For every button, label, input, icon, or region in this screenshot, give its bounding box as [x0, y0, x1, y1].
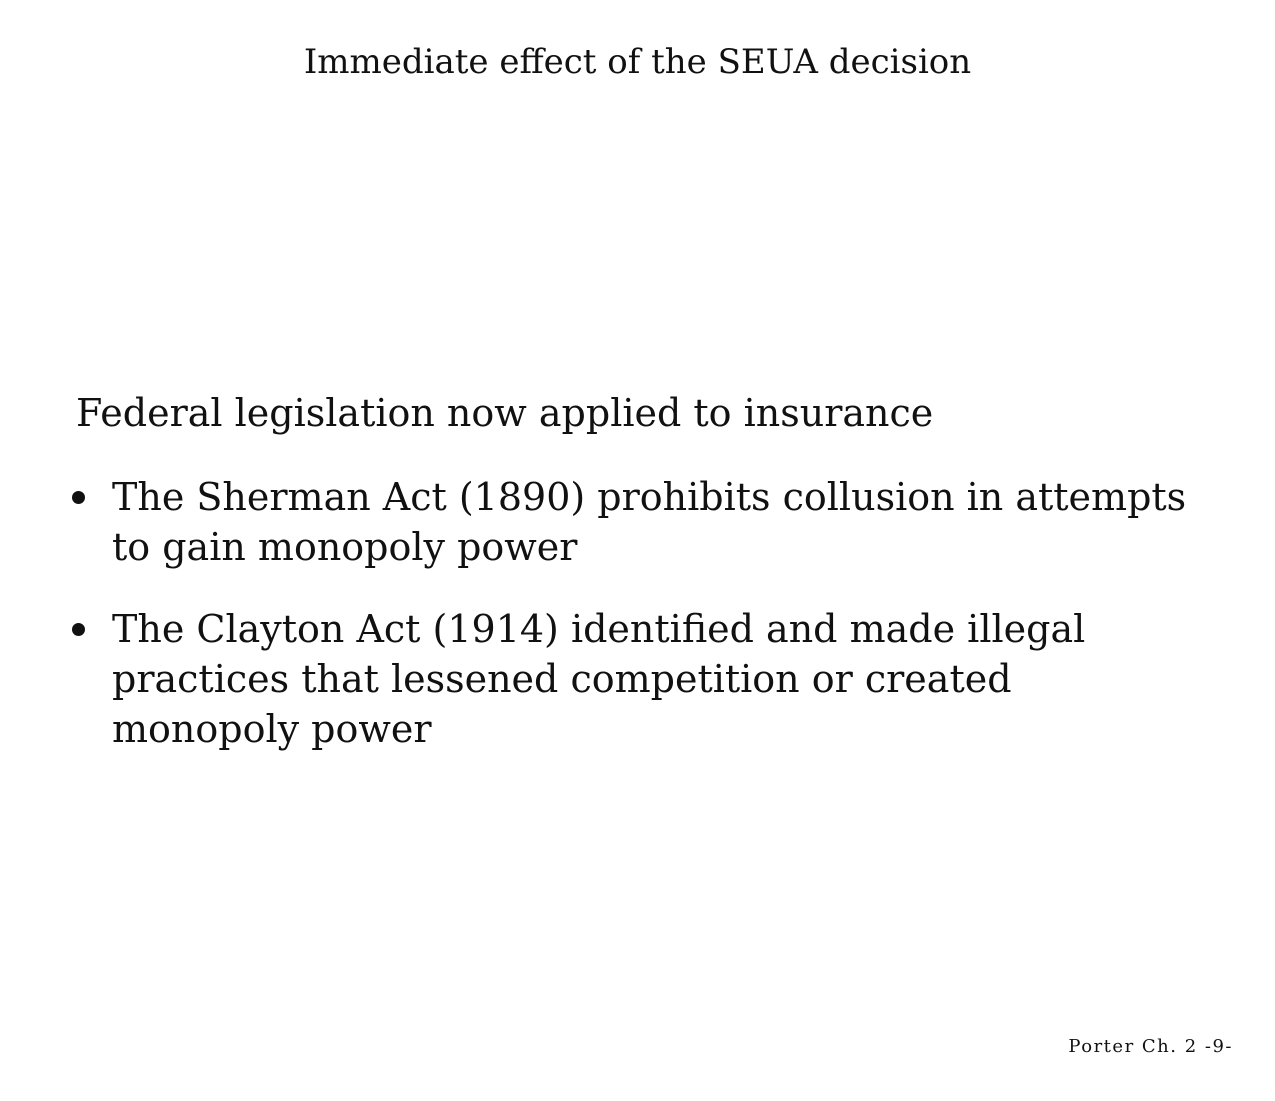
slide-title: Immediate effect of the SEUA decision — [303, 42, 972, 82]
bullet-icon — [72, 491, 85, 504]
page-footer: Porter Ch. 2 -9- — [1068, 1036, 1233, 1057]
bullet-list — [68, 472, 1208, 786]
intro-text: Federal legislation now applied to insurance — [76, 391, 934, 435]
bullet-item-clayton-act — [68, 604, 1208, 754]
bullet-text: The Sherman Act (1890) prohibits collusion in attempts to gain monopoly power — [112, 475, 1187, 569]
bullet-icon — [72, 623, 85, 636]
bullet-item-sherman-act — [68, 472, 1208, 572]
bullet-text: The Clayton Act (1914) identified and made illegal practices that lessened competition or created monopoly power — [112, 607, 1086, 751]
